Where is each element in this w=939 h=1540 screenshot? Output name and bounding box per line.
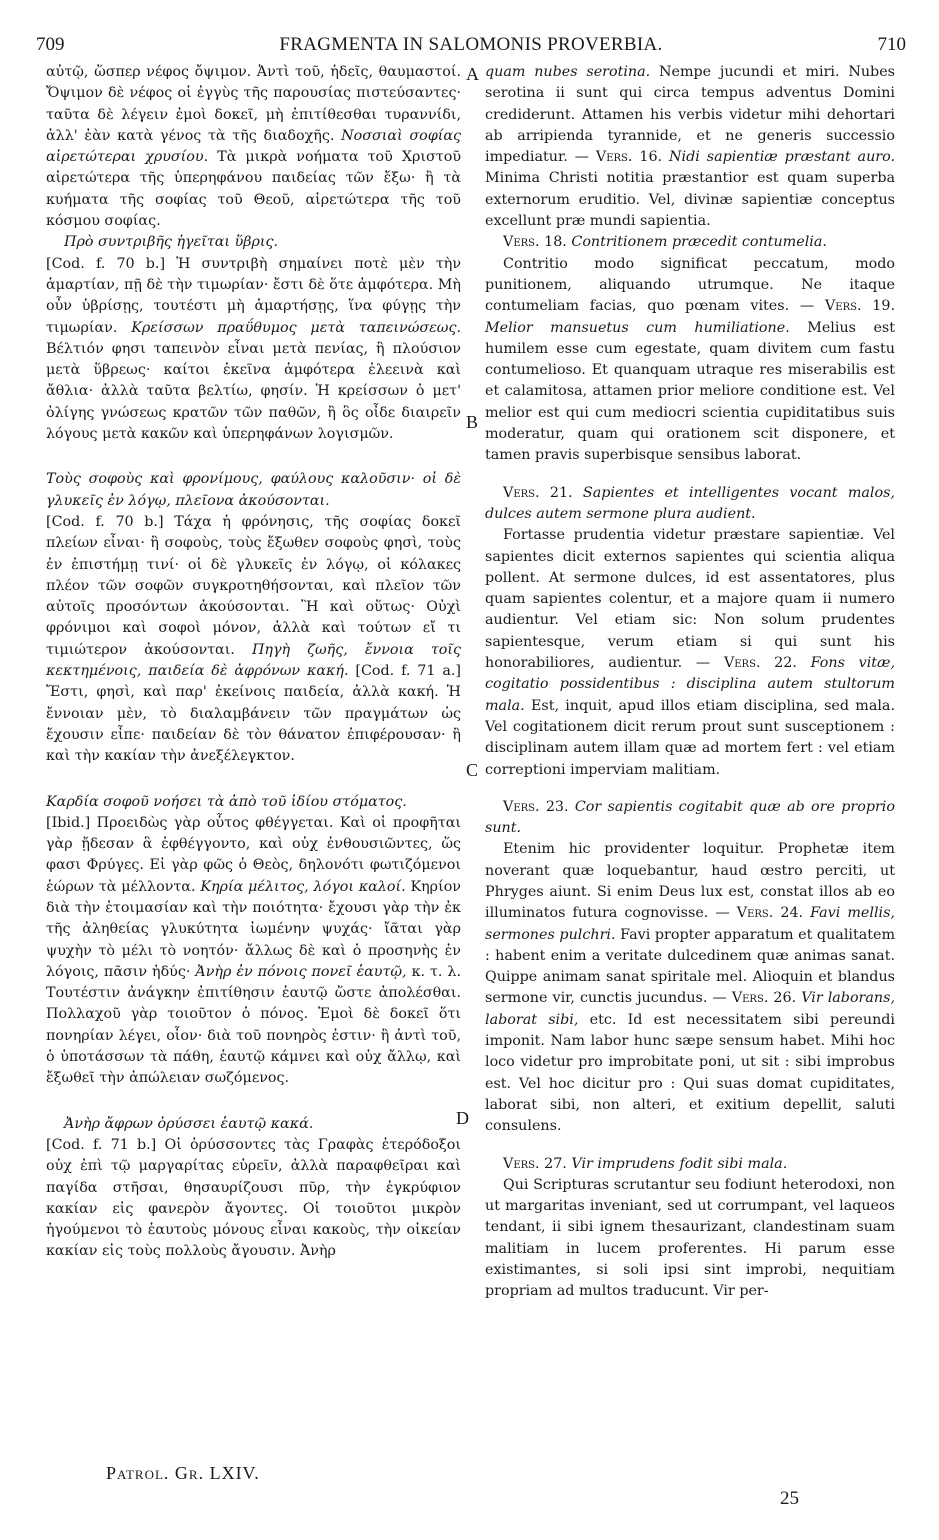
greek-lemma: Ἀνὴρ ἐν πόνοις πονεῖ ἑαυτῷ, (195, 963, 407, 980)
margin-letter-b: B (466, 412, 479, 432)
greek-paragraph (46, 62, 461, 232)
greek-lemma: Πηγὴ ζωῆς, ἔννοια τοῖς κεκτημένοις, παιδεία δὲ ἀφρόνων κακή. (46, 641, 462, 680)
latin-lemma: Nidi sapientiæ præstant auro. (669, 149, 896, 166)
greek-lemma: Κρείσσων πραΰθυμος μετὰ ταπεινώσεως. (131, 319, 461, 336)
greek-text: Τάχα ἡ φρόνησις, τῆς σοφίας δοκεῖ πλείων εἶναι· ἢ σοφοὺς, τοὺς ἔξωθεν σοφοὺς φησὶ, τοὺς ἐν ἐπιστήμῃ τινί· οἱ δὲ γλυκεῖς ἐν λόγῳ, οἱ κόλακες πλέον τῶν σοφῶν συγκροτηθήσονται, καὶ πλεῖον τῶν αὐτοῖς προσόντων ἀκούσονται. Ἢ καὶ οὕτως· Οὐχὶ φρόνιμοι καὶ σοφοὶ μόνον, ἀλλὰ καὶ τούτων εἴ τι τιμιώτερον ἀκούσονται. (46, 513, 462, 658)
latin-paragraph (485, 839, 895, 1137)
verse-number: Vers. 24. (736, 905, 804, 922)
latin-paragraph (485, 232, 895, 253)
latin-paragraph (485, 525, 895, 781)
latin-lemma: Vir imprudens fodit sibi mala. (571, 1155, 788, 1172)
latin-lemma: Sapientes et intelligentes vocant malos, dulces autem sermone plura audient. (485, 484, 895, 522)
margin-letter-c: C (466, 760, 479, 780)
verse-number: Vers. 16. (595, 149, 663, 166)
greek-text: Ἔστι, φησὶ, καὶ παρ' ἐκείνοις παιδεία, ἀλλὰ κακή. Ἡ ἔννοιαν μὲν, τὸ διαλαμβάνειν τῶν πραγμάτων ὡς ἔχουσιν εἶπε· παιδείαν δὲ τὸν θάνατον ἐπιφέρουσαν· ἢ καὶ τὴν κακίαν τὴν ἀνεξέλεγκτον. (46, 684, 461, 765)
margin-letter-a: A (466, 64, 479, 84)
verse-number: Vers. 21. (503, 484, 573, 501)
running-title: FRAGMENTA IN SALOMONIS PROVERBIA. (279, 34, 663, 55)
verse-number: Vers. 26. (731, 990, 797, 1007)
greek-lemma: Πρὸ συντριβῆς ἡγεῖται ὕβρις. (64, 234, 279, 251)
verse-number: Vers. 18. (503, 234, 567, 251)
latin-lemma: Melior mansuetus cum humiliatione. (485, 319, 790, 336)
codex-reference: [Cod. f. 71 b.] (46, 1136, 157, 1153)
greek-paragraph (46, 792, 461, 813)
latin-paragraph (485, 1154, 895, 1175)
greek-text: Τὰ μικρὰ νοήματα τοῦ Χριστοῦ αἱρετώτερα τῆς ὑπερηφάνου παιδείας τῶν ἔξω· ἢ τὰ κυήματα τῆς σοφίας τοῦ Θεοῦ, αἱρετώτερα τῆς τοῦ κόσμου σοφίας. (46, 149, 462, 230)
greek-paragraph (46, 512, 461, 768)
greek-lemma: Κηρία μέλιτος, λόγοι καλοί. (200, 878, 406, 895)
verse-number: Vers. 19. (824, 298, 895, 315)
greek-text: Προειδὼς γὰρ οὗτος φθέγγεται. Καὶ οἱ προφῆται γὰρ ᾔδεσαν ἃ ἐφθέγγοντο, καὶ οὐχ ἐνθουσιῶντες, ὥς φασι Φρύγες. Εἰ γὰρ φῶς ὁ Θεὸς, δηλονότι φωτιζόμενοι ἑώρων τὰ μέλλοντα. (46, 814, 461, 895)
latin-lemma: Fons vitæ, cogitatio possidentibus : disciplina autem stultorum mala. (485, 655, 895, 714)
latin-text: Etenim hic providenter loquitur. Prophetæ item noverant quæ loquebantur, haud œstro perciti, ut Phryges aiunt. Si enim Deus lux est, constat illos ab eo illuminatos futura cognovisse. — (485, 841, 895, 922)
latin-paragraph (485, 797, 895, 840)
verse-number: Vers. 23. (503, 798, 569, 815)
latin-lemma: Cor sapientis cogitabit quæ ab ore proprio sunt. (485, 798, 895, 837)
latin-text: Contritio modo significat peccatum, modo punitionem, aliquando utrumque. Ne itaque contumeliam facias, quo pœnam vites. — (485, 255, 895, 315)
greek-paragraph (46, 1114, 461, 1135)
codex-reference: [Cod. f. 70 b.] (46, 513, 164, 530)
greek-text: Οἱ ὀρύσσοντες τὰς Γραφὰς ἑτερόδοξοι οὐχ ἐπὶ τῷ μαργαρίτας εὑρεῖν, ἀλλὰ παραφθεῖραι καὶ παγίδα στῆσαι, θησαυρίζουσι πῦρ, τὴν ἐγκρύφιον κακίαν εἰς φανερὸν ἄγοντες. Οἱ τοιοῦτοι μικρὸν ἡγούμενοι τὸ ἑαυτοὺς μόνους εἶναι κακοὺς, τὴν οἰκείαν κακίαν εἰς τοὺς πολλοὺς ἄγουσιν. Ἀνὴρ (46, 1136, 462, 1260)
greek-lemma: Καρδία σοφοῦ νοήσει τὰ ἀπὸ τοῦ ἰδίου στόματος. (46, 793, 407, 810)
greek-paragraph (46, 232, 461, 253)
codex-reference: [Cod. f. 70 b.] (46, 255, 166, 272)
latin-text: Favi propter apparatum et qualitatem : habent enim a veritate dulcedinem quæ animas sanat. Quippe animam sanat spiritale mel. Alioquin et blandus sermone vir, cunctis jucundus. — (485, 926, 895, 1007)
greek-text: Κηρίον διὰ τὴν ἑτοιμασίαν καὶ τὴν ποιότητα· ἔχουσι γὰρ τὴν ἐκ τῆς ἀληθείας γλυκύτητα ἰωμένην ψυχάς· ἴᾶται γὰρ ψυχὴν τὸ μέλι τὸ νοητόν· ἄλλως δὲ καὶ ὁ προσηνὴς ἐν λόγοις, πᾶσιν ἡδύς· (46, 878, 461, 980)
latin-text: Qui Scripturas scrutantur seu fodiunt heterodoxi, non ut margaritas inveniant, sed ut corrumpant, vel laqueos tendant, ii sibi ignem thesaurizant, clandestinam suam malitiam in lucem proferentes. Hi parum esse existimantes, si soli ipsi sint improbi, nequitiam propriam ad multos traducunt. Vir per- (485, 1176, 895, 1300)
latin-text: etc. Id est necessitatem sibi pereundi imponit. Nam labor hunc sæpe sensum habet. Mihi hoc loco videtur pro improbitate poni, ut sit : sibi improbus est. Vel hoc dicitur pro : Qui suas domat cupiditates, laborat sibi, non alteri, et exitium depellit, saluti consulens. (485, 1011, 896, 1135)
latin-paragraph (485, 254, 895, 467)
greek-paragraph (46, 254, 461, 446)
latin-text: Est, inquit, apud illos etiam disciplina, sed mala. Vel cogitationem dicit rerum prout sunt susceptionem : disciplinam autem illam quæ ad mortem fert : vel etiam correptioni imperviam malitiam. (485, 697, 895, 778)
latin-text: Melius est humilem esse cum egestate, quam divitem cum fastu contumelioso. Et quanquam utraque res miserabilis est et calamitosa, attamen prior meliore conditione est. Vel melior est qui cum mediocri scientia cupiditatibus suis moderatur, quam qui orationem scit disponere, et tamen pravis superbisque sensibus laborat. (485, 319, 895, 464)
latin-text: Minima Christi notitia præstantior est quam superba externorum eruditio. Vel, divinæ sapientiæ conceptus excellunt præ mundi sapientia. (485, 170, 895, 230)
greek-lemma: Ἀνὴρ ἄφρων ὀρύσσει ἑαυτῷ κακά. (64, 1115, 314, 1132)
greek-lemma: Τοὺς σοφοὺς καὶ φρονίμους, φαύλους καλοῦσιν· οἱ δὲ γλυκεῖς ἐν λόγῳ, πλεῖονα ἀκούσονται. (46, 471, 461, 509)
verse-number: Vers. 27. (503, 1155, 567, 1172)
greek-paragraph (46, 1135, 461, 1263)
latin-text: Nempe jucundi et miri. Nubes serotina ii sunt qui circa tempus adventus Domini crediderunt. Attamen his verbis videtur mihi dehortari ab arripienda tyrannide, et ne generis successio impediatur. — (485, 64, 895, 166)
verse-number: Vers. 22. (723, 655, 797, 672)
latin-text: Fortasse prudentia videtur præstare sapientiæ. Vel sapientes dicit externos sapientes qui scientia aliqua pollent. At sermone dulces, id est assentatores, plus quam sapientes colentur, et a majore quam ii numero audientur. Vel etiam sic: Non solum prudentes sapientesque, verum etiam si qui sunt his honorabiliores, audientur. — (485, 527, 895, 672)
greek-text: κ. τ. λ. Τουτέστιν ἀνάγκην ἐπιτίθησιν ἑαυτῷ ὥστε ἀπολέσθαι. Πολλαχοῦ γὰρ τοιοῦτον ὁ πόνος. Ἐμοὶ δὲ δοκεῖ ὅτι πονηρίαν λέγει, οἷον· διὰ τοῦ πονηρὸς ἐστιν· ἢ ἀντὶ τοῦ, ὁ ὑποτάσσων τὰ πάθη, ἑαυτῷ κάμνει καὶ οὐχ ἄλλῳ, καὶ ἔξωθεῖ τὴν ἀπώλειαν σωζόμενος. (46, 963, 462, 1087)
margin-letter-d: D (456, 1108, 469, 1128)
footer-signature-number: 25 (780, 1488, 799, 1509)
greek-paragraph (46, 469, 461, 512)
latin-column (485, 62, 895, 1303)
greek-column (46, 62, 461, 1263)
greek-text: Βέλτιόν φησι ταπεινὸν εἶναι μετὰ πενίας, ἢ πλούσιον μετὰ ὕβρεως· καίτοι ἐκεῖνα ἀμφότερα ἐλεεινὰ καὶ ἄθλια· ἀλλὰ ταῦτα βελτίω, φησίν. Ἡ κρείσσων ὁ μετ' ὀλίγης γνώσεως κρατῶν τῶν παθῶν, ἢ ὃς οἶδε διαιρεῖν λόγους μετὰ κακῶν καὶ ὑπερηφάνων λογισμῶν. (46, 340, 461, 443)
latin-paragraph (485, 1175, 895, 1303)
codex-reference: [Cod. f. 71 a.] (355, 663, 461, 680)
footer-series-title: Patrol. Gr. LXIV. (106, 1463, 260, 1483)
latin-lemma: Vir laborans, laborat sibi, (485, 990, 896, 1028)
latin-paragraph (485, 483, 895, 526)
page-number-left: 709 (36, 34, 65, 55)
latin-lemma: quam nubes serotina. (485, 64, 651, 80)
greek-lemma: Νοσσιαὶ σοφίας αἱρετώτεραι χρυσίου. (46, 127, 461, 166)
page-number-right: 710 (877, 34, 906, 55)
codex-reference: [Ibid.] (46, 814, 91, 831)
running-header (36, 34, 906, 58)
greek-text: Ἡ συντριβὴ σημαίνει ποτὲ μὲν τὴν ἁμαρτίαν, πῇ δὲ τὴν τιμωρίαν· ἔστι δὲ ὅτε ἀμφότερα. Μὴ οὖν ὑβρίσῃς, τουτέστι μὴ ἁμαρτήσῃς, ἵνα φύγῃς τὴν τιμωρίαν. (46, 255, 462, 336)
greek-paragraph (46, 813, 461, 1090)
latin-lemma: Favi mellis, sermones pulchri. (485, 905, 895, 943)
latin-lemma: Contritionem præcedit contumelia. (571, 234, 827, 251)
greek-text: αὐτῷ, ὥσπερ νέφος ὄψιμον. Ἀντὶ τοῦ, ἡδεῖς, θαυμαστοί. Ὄψιμον δὲ νέφος οἱ ἐγγὺς τῆς παρουσίας πιστεύσαντες· ταῦτα δὲ λέγειν ἐμοὶ δοκεῖ, μὴ ἐπιτίθεσθαι τυραννίδι, ἀλλ' ἐὰν κατὰ γένος τὰ τῆς διαδοχῆς. (46, 64, 461, 144)
latin-paragraph (485, 62, 895, 232)
